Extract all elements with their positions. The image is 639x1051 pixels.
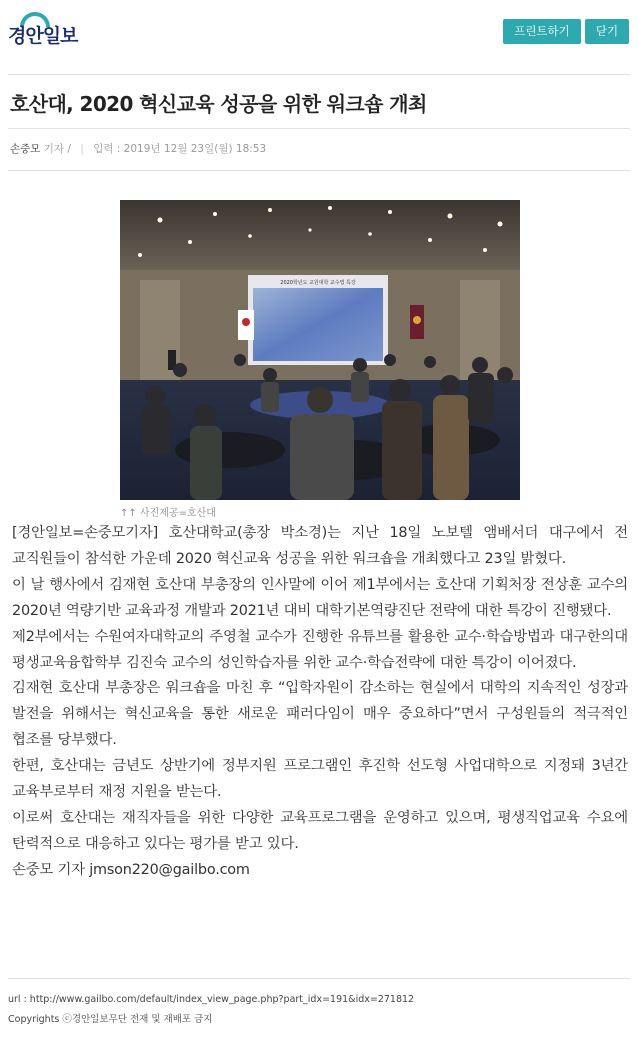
article-paragraph: [경안일보=손중모기자] 호산대학교(총장 박소경)는 지난 18일 노보텔 앰배서더 대구에서 전 교직원들이 참석한 가운데 2020 혁신교육 성공을 위한 워크숍을 개최했다고 23일 밝혔다. <box>12 525 628 567</box>
byline-separator: | <box>80 143 84 155</box>
divider <box>8 74 630 75</box>
photo-banner-text: 2020학년도 교원대학 교수법 특강 <box>280 280 356 286</box>
gyeongan-ilbo-logo[interactable] <box>8 9 92 51</box>
article-paragraph: 한편, 호산대는 금년도 상반기에 정부지원 프로그램인 후진학 선도형 사업대학으로 지정돼 3년간 교육부로부터 재정 지원을 받는다. <box>12 758 628 801</box>
conference-hall-photo <box>120 200 520 500</box>
divider <box>8 978 630 979</box>
article-title: 호산대, 2020 혁신교육 성공을 위한 워크숍 개최 <box>10 92 427 116</box>
divider <box>8 170 630 171</box>
article-url[interactable]: url : http://www.gailbo.com/default/index_view_page.php?part_idx=191&idx=271812 <box>8 994 415 1005</box>
page-header <box>0 0 639 60</box>
reporter-signature: 손중모 기자 jmson220@gailbo.com <box>12 861 250 878</box>
article-paragraph: 이 날 행사에서 김재현 호산대 부총장의 인사말에 이어 제1부에서는 호산대 기획처장 전상훈 교수의 2020년 역량기반 교육과정 개발과 2021년 대비 대학기본역량진단 전략에 대한 특강이 진행됐다. <box>12 576 628 619</box>
article-body <box>12 521 628 884</box>
copyright-notice: Copyrights ⓒ경안일보무단 전재 및 재배포 금지 <box>8 1014 213 1025</box>
author-name: 손중모 <box>10 143 41 155</box>
print-button[interactable]: 프린트하기 <box>503 19 581 44</box>
close-button[interactable]: 닫기 <box>585 19 629 44</box>
article-photo <box>120 200 520 500</box>
page-footer <box>8 990 414 1030</box>
article-paragraph: 제2부에서는 수원여자대학교의 주영철 교수가 진행한 유튜브를 활용한 교수·학습방법과 대구한의대 평생교육융합학부 김진숙 교수의 성인학습자를 위한 교수·학습전략에 대한 특강이 이어졌다. <box>12 628 628 671</box>
logo-text: 경안일보 <box>8 25 78 47</box>
photo-caption: ↑↑ 사진제공=호산대 <box>120 508 216 519</box>
article-paragraph: 김재현 호산대 부총장은 워크숍을 마친 후 “입학자원이 감소하는 현실에서 대학의 지속적인 성장과 발전을 위해서는 혁신교육을 통한 새로운 패러다임이 매우 중요하다”면서 구성원들의 적극적인 협조를 당부했다. <box>12 680 628 749</box>
author-role: 기자 / <box>43 143 71 155</box>
article-byline <box>10 141 266 156</box>
divider <box>8 128 630 129</box>
article-paragraph: 이로써 호산대는 재직자들을 위한 다양한 교육프로그램을 운영하고 있으며, 평생직업교육 수요에 탄력적으로 대응하고 있다는 평가를 받고 있다. <box>12 809 628 852</box>
publish-date: 입력 : 2019년 12월 23일(월) 18:53 <box>93 143 267 155</box>
